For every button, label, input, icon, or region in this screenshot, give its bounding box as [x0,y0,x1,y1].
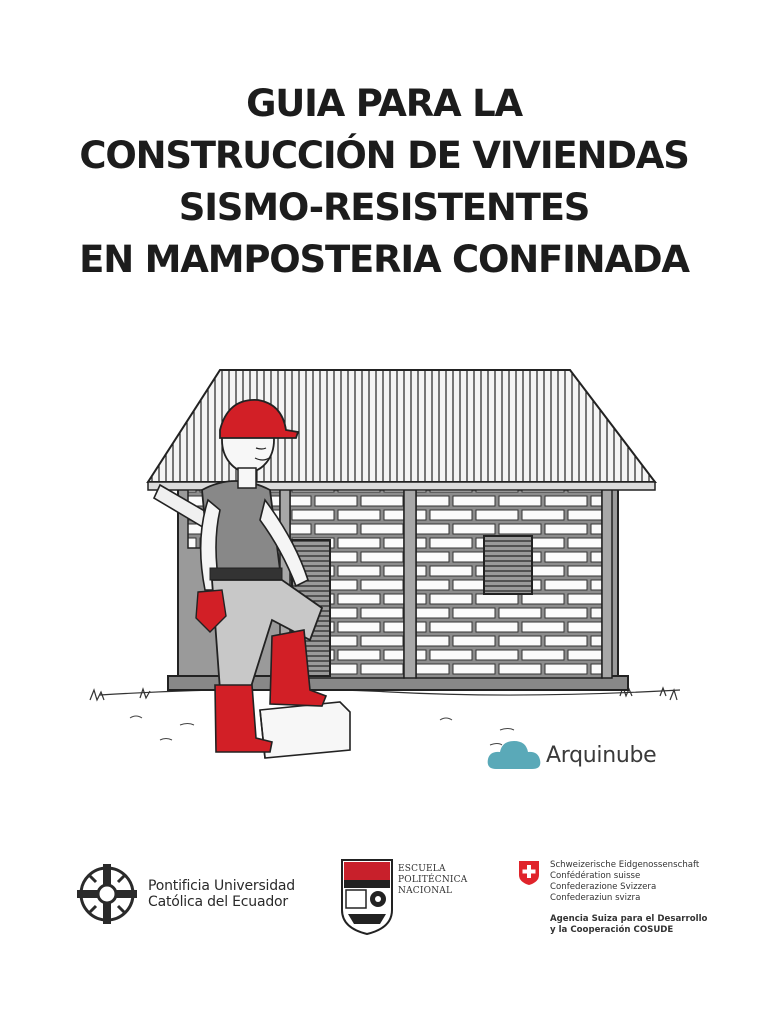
epn-line-3: NACIONAL [398,886,453,896]
title-line-2: CONSTRUCCIÓN DE VIVIENDAS [79,134,689,177]
swiss-shield-icon [518,860,540,886]
puce-line-1: Pontificia Universidad [148,878,295,894]
arquinube-wordmark [546,743,656,768]
puce-emblem-icon [76,862,138,926]
wordmark-part-2: nube [602,742,657,768]
epn-shield-icon [340,858,394,936]
title-line-1: GUIA PARA LA [246,82,522,125]
cover-title [0,78,768,286]
concrete-block [260,702,350,758]
epn-logo [340,858,467,936]
title-line-4: EN MAMPOSTERIA CONFINADA [79,238,689,281]
puce-name [148,878,295,910]
cloud-icon [486,737,544,773]
swiss-line-3: Confederazione Svizzera [550,882,657,892]
swiss-line-1: Schweizerische Eidgenossenschaft [550,860,700,870]
cosude-logo [518,860,707,936]
house-builder-illustration [60,340,720,780]
epn-line-1: ESCUELA [398,864,446,874]
swiss-line-2: Confédération suisse [550,871,641,881]
cosude-text [550,860,707,936]
title-line-3: SISMO-RESISTENTES [178,186,590,229]
wordmark-part-1: Arqui [546,742,603,768]
cosude-agency [550,914,707,936]
epn-name [398,864,467,897]
puce-line-2: Católica del Ecuador [148,894,288,910]
swiss-line-4: Confederaziun svizra [550,893,641,903]
arquinube-brand [486,733,686,777]
institution-logos [0,850,768,960]
agency-line-2: y la Cooperación COSUDE [550,925,674,935]
agency-line-1: Agencia Suiza para el Desarrollo [550,914,708,924]
puce-logo [76,862,295,926]
epn-line-2: POLITÉCNICA [398,875,468,885]
